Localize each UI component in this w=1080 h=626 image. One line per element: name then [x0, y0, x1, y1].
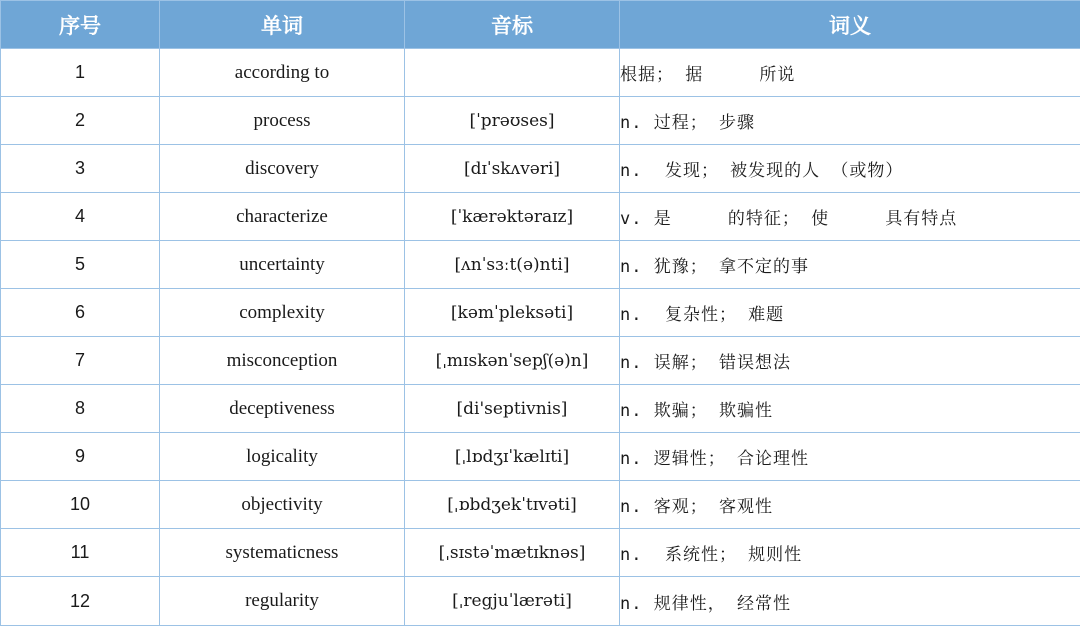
table-row [1, 241, 1080, 289]
cell-meaning: n. 发现； 被发现的人 （或物） [620, 145, 1080, 193]
cell-index: 12 [1, 577, 160, 626]
cell-index: 3 [1, 145, 160, 193]
cell-word: process [160, 97, 405, 145]
cell-index: 7 [1, 337, 160, 385]
cell-word: regularity [160, 577, 405, 626]
header-word: 单词 [160, 1, 405, 49]
cell-word: uncertainty [160, 241, 405, 289]
cell-word: characterize [160, 193, 405, 241]
table-row [1, 97, 1080, 145]
cell-phonetic: [ˈkærəktəraɪz] [405, 193, 620, 241]
cell-phonetic: [kəmˈpleksəti] [405, 289, 620, 337]
cell-meaning: v. 是 的特征； 使 具有特点 [620, 193, 1080, 241]
cell-word: discovery [160, 145, 405, 193]
cell-word: deceptiveness [160, 385, 405, 433]
header-row [1, 1, 1080, 49]
cell-phonetic: [ˌɒbdʒekˈtɪvəti] [405, 481, 620, 529]
cell-word: logicality [160, 433, 405, 481]
header-meaning: 词义 [620, 1, 1080, 49]
cell-index: 9 [1, 433, 160, 481]
header-index: 序号 [1, 1, 160, 49]
cell-word: misconception [160, 337, 405, 385]
cell-phonetic: [dɪˈskʌvəri] [405, 145, 620, 193]
table-row [1, 481, 1080, 529]
cell-index: 11 [1, 529, 160, 577]
table-row [1, 49, 1080, 97]
cell-word: objectivity [160, 481, 405, 529]
header-phonetic: 音标 [405, 1, 620, 49]
cell-index: 10 [1, 481, 160, 529]
cell-meaning: n. 系统性； 规则性 [620, 529, 1080, 577]
cell-phonetic: [ˌlɒdʒɪˈkælɪti] [405, 433, 620, 481]
cell-meaning: n. 规律性， 经常性 [620, 577, 1080, 626]
cell-phonetic: [ˌregjuˈlærəti] [405, 577, 620, 626]
cell-index: 8 [1, 385, 160, 433]
table-row [1, 433, 1080, 481]
table-row [1, 289, 1080, 337]
table-body [1, 49, 1080, 626]
cell-index: 5 [1, 241, 160, 289]
table-row [1, 337, 1080, 385]
cell-word: complexity [160, 289, 405, 337]
cell-phonetic: [ˌmɪskənˈsepʃ(ə)n] [405, 337, 620, 385]
cell-index: 1 [1, 49, 160, 97]
cell-meaning: n. 欺骗； 欺骗性 [620, 385, 1080, 433]
cell-meaning: 根据； 据 所说 [620, 49, 1080, 97]
cell-meaning: n. 过程； 步骤 [620, 97, 1080, 145]
cell-word: according to [160, 49, 405, 97]
cell-phonetic: [di'septivnis] [405, 385, 620, 433]
cell-meaning: n. 复杂性； 难题 [620, 289, 1080, 337]
cell-meaning: n. 客观； 客观性 [620, 481, 1080, 529]
cell-phonetic [405, 49, 620, 97]
table-header [1, 1, 1080, 49]
cell-phonetic: [ˌsɪstəˈmætɪknəs] [405, 529, 620, 577]
table-row [1, 193, 1080, 241]
cell-meaning: n. 犹豫； 拿不定的事 [620, 241, 1080, 289]
table-row [1, 577, 1080, 626]
cell-index: 2 [1, 97, 160, 145]
cell-meaning: n. 误解； 错误想法 [620, 337, 1080, 385]
table-row [1, 145, 1080, 193]
cell-index: 4 [1, 193, 160, 241]
cell-word: systematicness [160, 529, 405, 577]
cell-phonetic: [ʌnˈsɜːt(ə)nti] [405, 241, 620, 289]
cell-index: 6 [1, 289, 160, 337]
cell-meaning: n. 逻辑性； 合论理性 [620, 433, 1080, 481]
cell-phonetic: [ˈprəʊses] [405, 97, 620, 145]
table-row [1, 385, 1080, 433]
table-row [1, 529, 1080, 577]
